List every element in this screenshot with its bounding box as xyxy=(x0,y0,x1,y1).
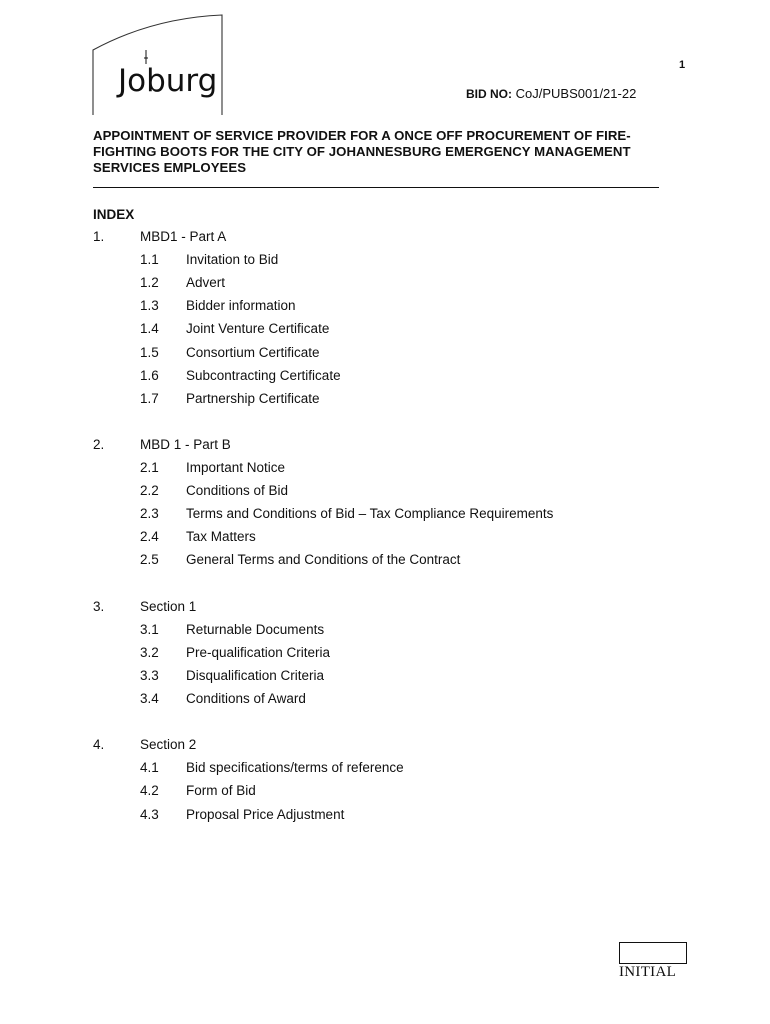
bid-number xyxy=(466,86,636,101)
index-section-label: Section 1 xyxy=(140,598,197,614)
index-item-label: Form of Bid xyxy=(186,783,256,799)
title-line-2: FIGHTING BOOTS FOR THE CITY OF JOHANNESBURG EMERGENCY MANAGEMENT xyxy=(93,144,631,159)
index-item-label: General Terms and Conditions of the Contract xyxy=(186,552,461,568)
bid-number-label: BID NO: xyxy=(466,87,512,101)
index-item-label: Joint Venture Certificate xyxy=(186,321,330,337)
index-section-label: MBD 1 - Part B xyxy=(140,436,231,452)
index-item-label: Bid specifications/terms of reference xyxy=(186,760,404,776)
svg-text:Joburg: Joburg xyxy=(118,63,218,99)
index-item-number: 1.7 xyxy=(140,390,159,406)
title-underline xyxy=(93,187,659,188)
index-item-number: 3.1 xyxy=(140,621,159,637)
document-title xyxy=(93,128,693,176)
index-item-number: 4.3 xyxy=(140,806,159,822)
index-section-number: 1. xyxy=(93,229,105,244)
index-item-label: Advert xyxy=(186,275,226,291)
index-section-label: Section 2 xyxy=(140,737,197,753)
index-item-number: 2.4 xyxy=(140,529,159,545)
index-item-label: Invitation to Bid xyxy=(186,252,279,268)
joburg-logo xyxy=(92,14,224,115)
index-item-label: Pre-qualification Criteria xyxy=(186,644,331,660)
index-item-number: 2.2 xyxy=(140,483,159,499)
index-item-number: 2.3 xyxy=(140,506,159,522)
index-item-label: Disqualification Criteria xyxy=(186,667,325,683)
initial-box xyxy=(619,942,687,964)
index-item-label: Consortium Certificate xyxy=(186,344,320,360)
bid-number-value: CoJ/PUBS001/21-22 xyxy=(515,86,637,101)
index-item-label: Partnership Certificate xyxy=(186,390,320,406)
index-item-label: Conditions of Bid xyxy=(186,483,289,499)
index-item-label: Proposal Price Adjustment xyxy=(186,806,345,822)
index-item-label: Conditions of Award xyxy=(186,691,306,706)
index-item-number: 1.1 xyxy=(140,252,159,268)
index-item-label: Subcontracting Certificate xyxy=(186,367,341,383)
index-item-label: Tax Matters xyxy=(186,529,256,545)
index-section-number: 2. xyxy=(93,436,105,452)
index-item-number: 3.3 xyxy=(140,667,159,683)
page-number: 1 xyxy=(679,59,686,71)
index-item-number: 1.2 xyxy=(140,275,159,291)
title-line-3: SERVICES EMPLOYEES xyxy=(93,160,247,175)
index-section-label: MBD1 - Part A xyxy=(140,229,227,244)
initial-label: INITIAL xyxy=(619,964,677,980)
index-section-number: 4. xyxy=(93,737,105,753)
index-heading: INDEX xyxy=(93,207,135,222)
index-item-label: Returnable Documents xyxy=(186,621,325,637)
index-item-label: Terms and Conditions of Bid – Tax Compliance Requirements xyxy=(186,506,554,522)
index-item-number: 4.1 xyxy=(140,760,159,776)
index-item-number: 1.6 xyxy=(140,367,159,383)
title-line-1: APPOINTMENT OF SERVICE PROVIDER FOR A ONCE OFF PROCUREMENT OF FIRE- xyxy=(93,128,631,143)
index-section-number: 3. xyxy=(93,598,105,614)
index-item-number: 4.2 xyxy=(140,783,159,799)
index-item-number: 2.5 xyxy=(140,552,159,568)
index-item-number: 1.3 xyxy=(140,298,159,314)
index-item-number: 2.1 xyxy=(140,460,159,475)
index-item-number: 1.4 xyxy=(140,321,159,337)
index-item-number: 1.5 xyxy=(140,344,159,360)
index-item-label: Important Notice xyxy=(186,460,286,475)
index-item-number: 3.2 xyxy=(140,644,159,660)
index-item-label: Bidder information xyxy=(186,298,296,314)
index-item-number: 3.4 xyxy=(140,691,159,706)
